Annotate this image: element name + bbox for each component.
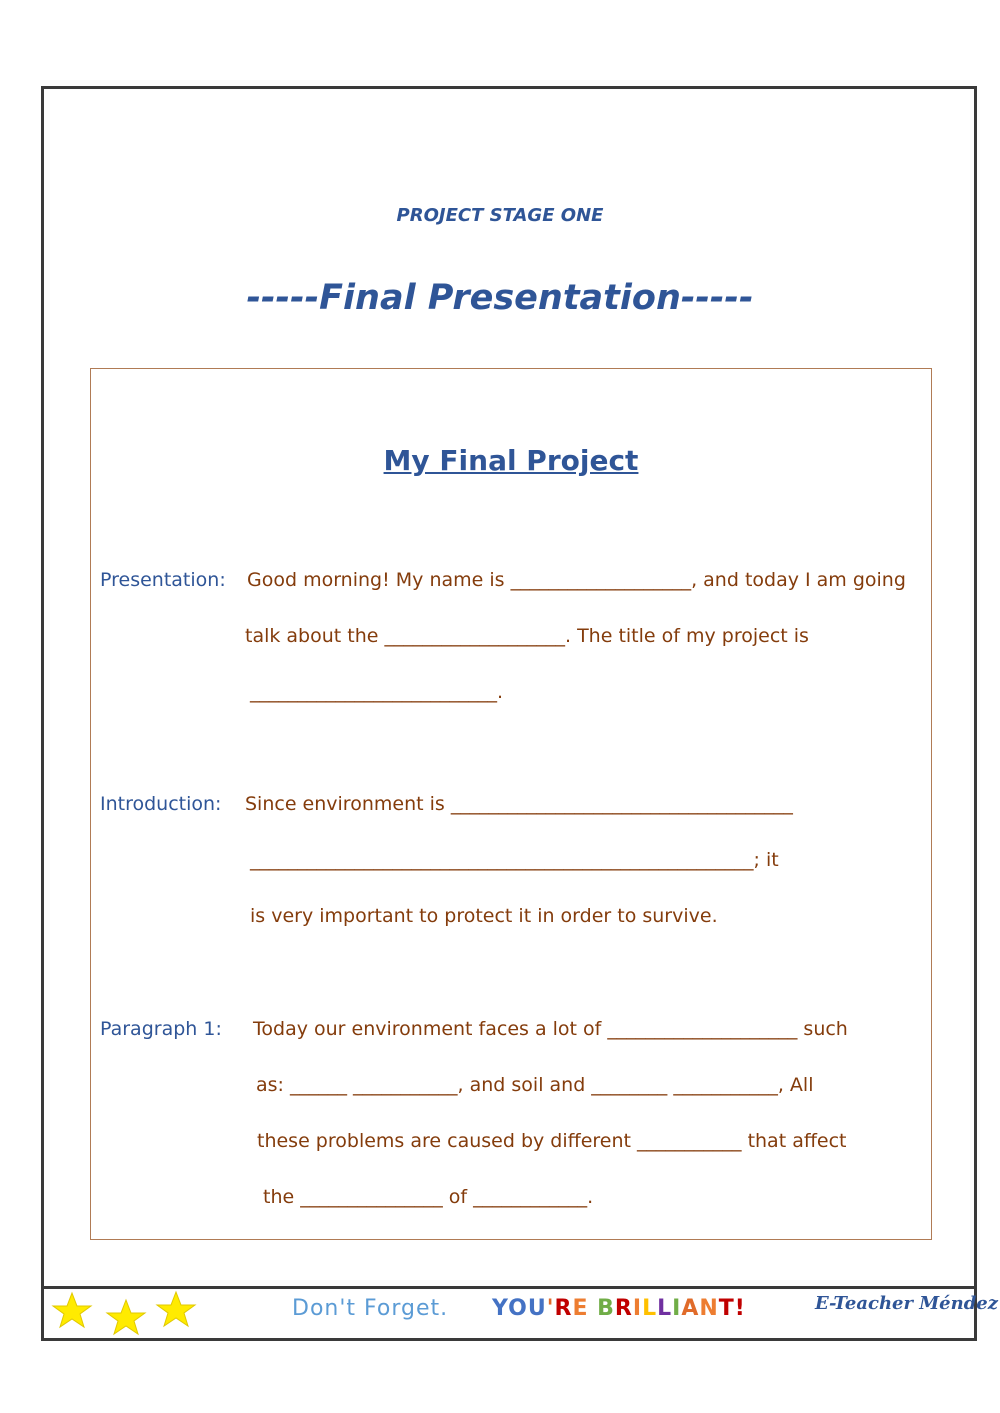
slogan-dont-forget: Don't Forget.	[292, 1296, 449, 1321]
star-icon	[107, 1300, 145, 1334]
stars-decoration	[50, 1290, 210, 1336]
paragraph1-label: Paragraph 1:	[100, 1018, 222, 1040]
presentation-label: Presentation:	[100, 569, 226, 591]
author-credit: E-Teacher Méndez	[815, 1293, 998, 1314]
introduction-line-1: Since environment is ____________________________________	[245, 793, 793, 815]
star-icon	[53, 1293, 91, 1327]
page-title: -----Final Presentation-----	[246, 278, 754, 318]
paragraph1-line-2: as: ______ ___________, and soil and ________ ___________, All	[256, 1074, 814, 1096]
paragraph1-line-3: these problems are caused by different ___________ that affect	[257, 1130, 847, 1152]
slogan-brilliant: YOU'RE BRILLIANT!	[492, 1296, 746, 1321]
presentation-line-1: Good morning! My name is ___________________, and today I am going	[247, 569, 906, 591]
worksheet-title: My Final Project	[383, 444, 639, 477]
presentation-line-2: talk about the ___________________. The title of my project is	[245, 625, 809, 647]
introduction-line-2: _____________________________________________________; it	[250, 849, 779, 871]
footer-divider	[41, 1286, 977, 1289]
paragraph1-line-4: the _______________ of ____________.	[257, 1186, 594, 1208]
presentation-line-3: __________________________.	[250, 681, 504, 703]
introduction-label: Introduction:	[100, 793, 222, 815]
stage-heading: PROJECT STAGE ONE	[396, 205, 604, 226]
star-icon	[157, 1292, 195, 1326]
introduction-line-3: is very important to protect it in order to survive.	[250, 905, 718, 927]
paragraph1-line-1: Today our environment faces a lot of ____________________ such	[253, 1018, 848, 1040]
